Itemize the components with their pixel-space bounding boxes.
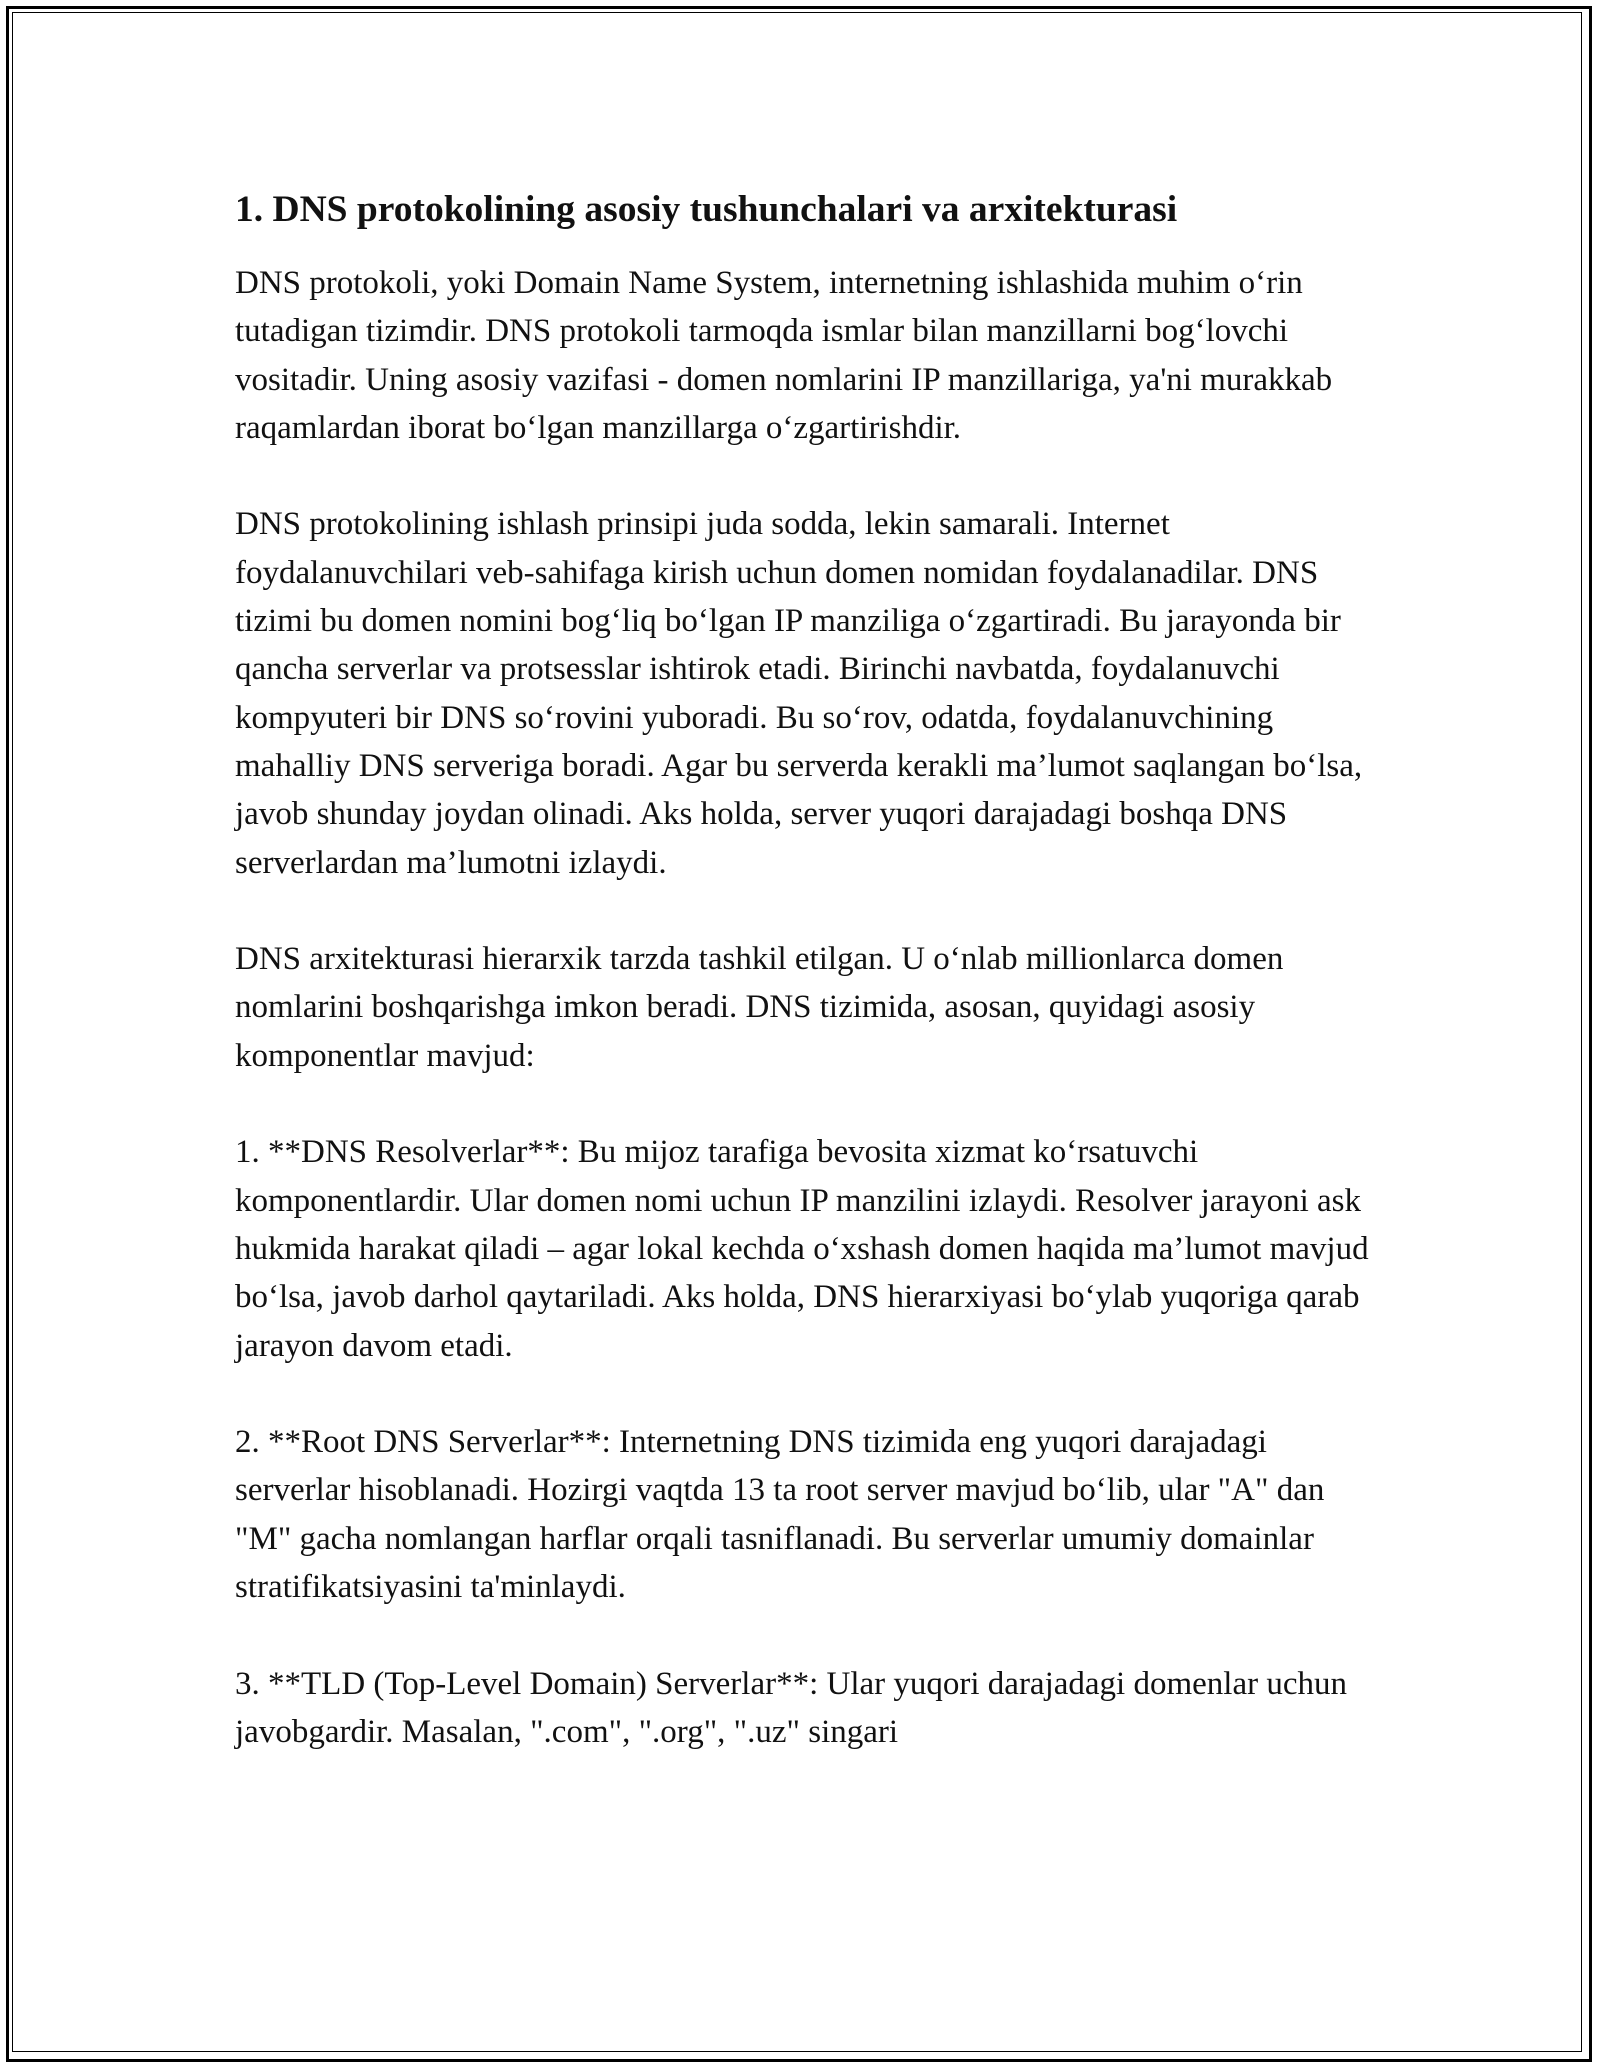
paragraph-working-principle: DNS protokolining ishlash prinsipi juda sodda, lekin samarali. Internet foydalanuvchilari veb-sahifaga kirish uchun domen nomidan foydalanadilar. DNS tizimi bu domen nomini bog‘liq bo‘lgan IP manziliga o‘zgartiradi. Bu jarayonda bir qancha serverlar va protsesslar ishtirok etadi. Birinchi navbatda, foydalanuvchi kompyuteri bir DNS so‘rovini yuboradi. Bu so‘rov, odatda, foydalanuvchining mahalliy DNS serveriga boradi. Agar bu serverda kerakli ma’lumot saqlangan bo‘lsa, javob shunday joydan olinadi. Aks holda, server yuqori darajadagi boshqa DNS serverlardan ma’lumotni izlaydi. [235,506,1363,881]
paragraph-intro: DNS protokoli, yoki Domain Name System, internetning ishlashida muhim o‘rin tutadigan tizimdir. DNS protokoli tarmoqda ismlar bilan manzillarni bog‘lovchi vositadir. Uning asosiy vazifasi - domen nomlarini IP manzillariga, ya'ni murakkab raqamlardan iborat bo‘lgan manzillarga o‘zgartirishdir. [235,265,1333,446]
document-body [235,186,1375,1805]
list-item-dns-resolvers: 1. **DNS Resolverlar**: Bu mijoz tarafiga bevosita xizmat ko‘rsatuvchi komponentlardir. Ular domen nomi uchun IP manzilini izlaydi. Resolver jarayoni ask hukmida harakat qiladi – agar lokal kechda o‘xshash domen haqida ma’lumot mavjud bo‘lsa, javob darhol qaytariladi. Aks holda, DNS hierarxiyasi bo‘ylab yuqoriga qarab jarayon davom etadi. [235,1134,1369,1364]
paragraph-architecture: DNS arxitekturasi hierarxik tarzda tashkil etilgan. U o‘nlab millionlarca domen nomlarini boshqarishga imkon beradi. DNS tizimida, asosan, quyidagi asosiy komponentlar mavjud: [235,941,1284,1074]
section-heading: 1. DNS protokolining asosiy tushunchalari va arxitekturasi [235,189,1178,230]
list-item-tld-servers: 3. **TLD (Top-Level Domain) Serverlar**: Ular yuqori darajadagi domenlar uchun javobgardir. Masalan, ".com", ".org", ".uz" singari [235,1665,1347,1750]
list-item-root-dns-servers: 2. **Root DNS Serverlar**: Internetning DNS tizimida eng yuqori darajadagi serverlar hisoblanadi. Hozirgi vaqtda 13 ta root server mavjud bo‘lib, ular "A" dan "M" gacha nomlangan harflar orqali tasniflanadi. Bu serverlar umumiy domainlar stratifikatsiyasini ta'minlaydi. [235,1424,1325,1606]
